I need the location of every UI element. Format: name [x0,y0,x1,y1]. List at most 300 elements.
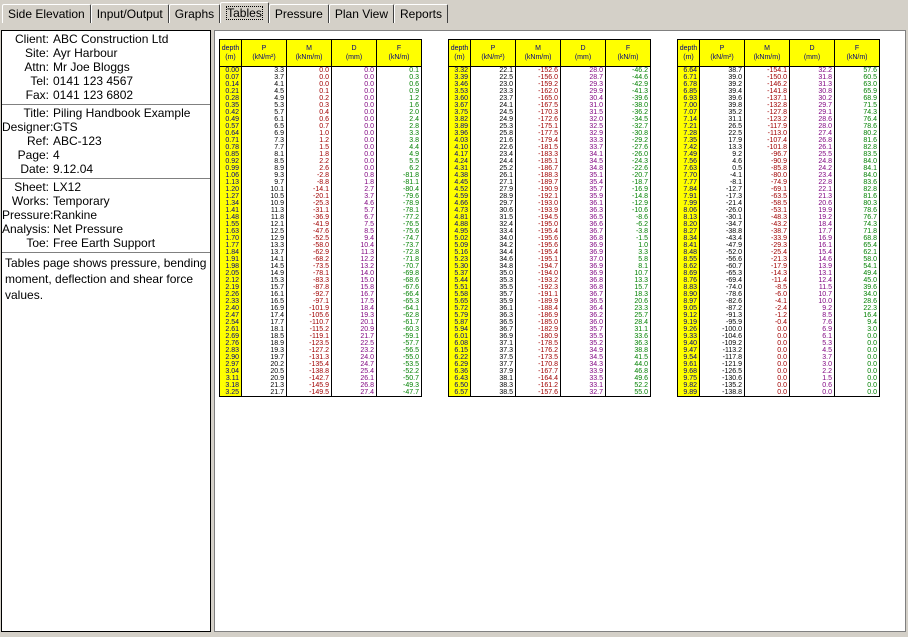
cell-p: 35.5 [471,284,516,291]
cell-m: -21.3 [745,256,790,263]
cell-d: 29.1 [790,109,835,116]
cell-p: 31.1 [700,116,745,123]
cell-f: 83.5 [835,151,880,158]
table-row [449,144,651,151]
tab-side-elevation[interactable] [2,4,91,23]
cell-d: 11.3 [332,249,377,256]
table-row [220,151,422,158]
cell-depth: 6.43 [449,375,471,382]
cell-m: -47.6 [287,228,332,235]
cell-f: -80.4 [377,186,422,193]
cell-f: -36.2 [606,109,651,116]
cell-d: 12.2 [332,256,377,263]
table-row [449,305,651,312]
cell-d: 29.3 [561,81,606,88]
cell-d: 15.8 [332,284,377,291]
cell-depth: 7.21 [678,123,700,130]
column-unit: (mm) [803,54,821,61]
table-row [449,165,651,172]
cell-m: -188.4 [516,305,561,312]
cell-p: 34.2 [471,242,516,249]
cell-f: -73.7 [377,242,422,249]
cell-depth: 6.08 [449,340,471,347]
cell-m: -68.2 [287,256,332,263]
cell-d: 22.8 [790,179,835,186]
cell-depth: 7.99 [678,200,700,207]
cell-f: 8.1 [606,263,651,270]
column-name: M [306,45,312,52]
table-row [678,389,880,397]
cell-d: 19.9 [790,207,835,214]
table-row [678,179,880,186]
tab-strip [2,1,448,23]
cell-depth: 0.42 [220,109,242,116]
cell-m: -25.3 [287,200,332,207]
table-row [220,88,422,95]
cell-f: 25.7 [606,312,651,319]
table-row [678,137,880,144]
cell-d: 32.0 [561,116,606,123]
cell-p: 20.9 [242,375,287,382]
table-row [678,88,880,95]
table-row [678,291,880,298]
cell-m: -178.5 [516,340,561,347]
cell-depth: 0.99 [220,165,242,172]
cell-f: 65.9 [835,88,880,95]
column-name: F [625,45,631,52]
cell-d: 16.1 [790,242,835,249]
cell-m: 1.0 [287,130,332,137]
cell-f: -3.8 [606,228,651,235]
tab-pressure[interactable] [269,4,329,23]
cell-m: 0.6 [287,116,332,123]
cell-depth: 7.35 [678,137,700,144]
cell-depth: 5.79 [449,312,471,319]
table-row [449,102,651,109]
table-row [449,291,651,298]
cell-p: 23.3 [471,88,516,95]
cell-m: -159.2 [516,81,561,88]
cell-depth: 3.11 [220,375,242,382]
table-row [449,158,651,165]
cell-m: -167.5 [516,102,561,109]
cell-p: 6.1 [242,116,287,123]
cell-depth: 8.62 [678,263,700,270]
table-row [678,207,880,214]
cell-m: -145.9 [287,382,332,389]
cell-m: 0.0 [287,67,332,75]
cell-f: 1.6 [377,102,422,109]
cell-f: 81.6 [835,193,880,200]
cell-depth: 4.45 [449,179,471,186]
column-header-d [790,40,835,67]
cell-f: -12.9 [606,200,651,207]
cell-d: 7.6 [790,319,835,326]
cell-depth: 0.71 [220,137,242,144]
tab-reports[interactable] [394,4,448,23]
cell-depth: 7.00 [678,102,700,109]
cell-f: 71.5 [835,102,880,109]
column-name: D [351,45,357,52]
table-row [220,298,422,305]
cell-m: -107.4 [745,137,790,144]
cell-m: -192.1 [516,193,561,200]
cell-p: 37.9 [471,368,516,375]
cell-d: 24.0 [332,354,377,361]
cell-m: -141.8 [745,88,790,95]
cell-d: 13.1 [790,270,835,277]
cell-f: 84.1 [835,165,880,172]
cell-m: -58.5 [745,200,790,207]
cell-depth: 3.25 [220,389,242,397]
cell-depth: 0.00 [220,67,242,75]
cell-f: 1.0 [606,242,651,249]
cell-f: -71.8 [377,256,422,263]
cell-f: 46.8 [606,368,651,375]
cell-d: 0.0 [332,158,377,165]
page-row [2,148,210,162]
pressure-row [2,208,210,222]
cell-depth: 9.40 [678,340,700,347]
table-row [220,172,422,179]
cell-d: 0.0 [332,130,377,137]
table-row [678,193,880,200]
cell-d: 10.0 [790,298,835,305]
cell-p: 38.5 [471,389,516,397]
cell-depth: 6.15 [449,347,471,354]
cell-f: 0.0 [835,361,880,368]
table-row [678,326,880,333]
cell-p: 15.3 [242,277,287,284]
cell-m: -135.4 [287,361,332,368]
table-row [678,382,880,389]
table-row [678,312,880,319]
cell-depth: 5.72 [449,305,471,312]
cell-f: 4.9 [377,151,422,158]
field-label: Toe: [26,236,49,250]
table-row [678,263,880,270]
cell-depth: 3.89 [449,123,471,130]
table-row [678,284,880,291]
cell-m: -181.5 [516,144,561,151]
cell-m: -127.8 [745,109,790,116]
table-row [678,200,880,207]
cell-m: -161.2 [516,382,561,389]
cell-f: 82.8 [835,186,880,193]
cell-m: -194.5 [516,214,561,221]
cell-f: 41.5 [606,354,651,361]
table-row [678,368,880,375]
tab-label: Tables [227,6,262,20]
cell-f: -24.3 [606,158,651,165]
cell-p: 38.1 [471,375,516,382]
cell-m: -1.2 [745,312,790,319]
cell-p: 22.1 [471,67,516,75]
cell-f: 74.3 [835,221,880,228]
site-row [2,46,210,60]
column-unit: (kN/m) [846,54,868,61]
cell-p: 10.5 [242,193,287,200]
cell-m: 2.2 [287,158,332,165]
cell-p: 4.6 [700,158,745,165]
cell-d: 0.0 [332,151,377,158]
site-value: Ayr Harbour [53,46,118,60]
cell-d: 34.9 [561,347,606,354]
cell-m: -78.1 [287,270,332,277]
tab-plan-view[interactable] [329,4,394,23]
column-unit: (m) [225,54,236,61]
cell-d: 17.5 [332,298,377,305]
cell-d: 28.6 [790,116,835,123]
cell-d: 0.0 [332,165,377,172]
cell-p: 37.3 [471,347,516,354]
cell-f: 10.7 [606,270,651,277]
cell-m: -41.9 [287,221,332,228]
table-row [678,130,880,137]
column-name: depth [679,45,698,52]
cell-depth: 1.91 [220,256,242,263]
cell-f: -39.6 [606,95,651,102]
field-label: Client: [14,32,49,46]
cell-d: 36.7 [561,291,606,298]
sheet-row [2,180,210,194]
cell-p: 34.8 [471,263,516,270]
cell-m: -156.0 [516,74,561,81]
column-unit: (kN/m) [617,54,639,61]
cell-p: 25.2 [471,165,516,172]
cell-d: 33.1 [561,382,606,389]
table-row [449,123,651,130]
cell-f: 57.6 [835,67,880,75]
cell-f: -78.1 [377,207,422,214]
cell-depth: 7.91 [678,193,700,200]
table-row [449,151,651,158]
cell-d: 33.9 [561,368,606,375]
cell-depth: 8.34 [678,235,700,242]
cell-f: 3.8 [377,137,422,144]
table-row [449,319,651,326]
cell-d: 36.5 [561,298,606,305]
sheet-value: LX12 [53,180,82,194]
cell-m: -69.1 [745,186,790,193]
cell-d: 27.4 [332,389,377,397]
cell-f: -38.0 [606,102,651,109]
cell-depth: 2.19 [220,284,242,291]
cell-depth: 9.75 [678,375,700,382]
cell-m: -101.8 [745,144,790,151]
cell-p: 12.9 [242,235,287,242]
cell-d: 0.0 [332,88,377,95]
cell-f: -66.4 [377,291,422,298]
cell-p: -56.6 [700,256,745,263]
cell-d: 0.0 [332,67,377,75]
client-value: ABC Construction Ltd [53,32,169,46]
cell-p: 38.3 [471,382,516,389]
field-label: Analysis: [2,222,51,236]
tab-tables[interactable] [220,2,269,23]
cell-p: 27.9 [471,186,516,193]
cell-d: 36.9 [561,242,606,249]
cell-m: -119.1 [287,333,332,340]
cell-depth: 8.41 [678,242,700,249]
cell-p: 35.7 [471,291,516,298]
cell-p: 15.7 [242,284,287,291]
cell-f: 52.2 [606,382,651,389]
cell-d: 27.4 [790,130,835,137]
cell-m: -152.6 [516,67,561,75]
cell-m: -149.5 [287,389,332,397]
column-name: depth [450,45,469,52]
cell-m: -2.8 [287,172,332,179]
cell-depth: 1.70 [220,235,242,242]
cell-p: 7.3 [242,137,287,144]
cell-f: 34.0 [835,291,880,298]
cell-depth: 4.38 [449,172,471,179]
cell-m: -170.3 [516,109,561,116]
table-row [220,312,422,319]
table-row [220,158,422,165]
cell-p: 21.3 [242,382,287,389]
cell-m: -194.0 [516,270,561,277]
cell-d: 31.3 [790,81,835,88]
cell-f: 5.5 [377,158,422,165]
column-header-m [516,40,561,67]
cell-m: -194.7 [516,263,561,270]
cell-p: -104.6 [700,333,745,340]
client-row [2,32,210,46]
designer-value: GTS [53,120,78,134]
table-row [220,95,422,102]
cell-p: 16.5 [242,298,287,305]
cell-depth: 3.04 [220,368,242,375]
cell-m: -173.5 [516,354,561,361]
cell-m: -150.0 [745,74,790,81]
cell-f: -27.6 [606,144,651,151]
table-row [220,109,422,116]
table-row [449,242,651,249]
cell-f: -50.7 [377,375,422,382]
cell-p: 6.5 [242,123,287,130]
cell-m: 0.0 [745,375,790,382]
cell-d: 35.5 [561,333,606,340]
cell-p: 19.7 [242,354,287,361]
cell-p: 22.5 [471,74,516,81]
table-row [449,200,651,207]
cell-d: 35.7 [561,326,606,333]
cell-m: -97.1 [287,298,332,305]
table-row [449,109,651,116]
cell-m: -186.7 [516,165,561,172]
table-row [449,382,651,389]
cell-d: 22.5 [332,340,377,347]
cell-d: 10.4 [332,242,377,249]
cell-m: -190.9 [516,186,561,193]
cell-depth: 8.13 [678,214,700,221]
cell-f: 78.6 [835,123,880,130]
cell-d: 0.0 [332,144,377,151]
cell-p: 11.3 [242,207,287,214]
cell-depth: 7.42 [678,144,700,151]
cell-p: -82.6 [700,298,745,305]
cell-d: 36.9 [561,263,606,270]
cell-depth: 4.10 [449,144,471,151]
cell-d: 36.4 [561,305,606,312]
cell-depth: 0.21 [220,88,242,95]
table-row [220,326,422,333]
results-tables-area[interactable] [214,30,906,632]
cell-f: 55.0 [606,389,651,397]
tab-input-output[interactable] [91,4,169,23]
table-row [449,116,651,123]
tab-graphs[interactable] [169,4,220,23]
cell-p: 25.3 [471,123,516,130]
cell-f: 68.9 [835,95,880,102]
cell-p: 13.3 [700,144,745,151]
cell-f: -65.3 [377,298,422,305]
cell-depth: 0.85 [220,151,242,158]
cell-f: 18.3 [606,291,651,298]
cell-m: -6.0 [745,291,790,298]
table-row [678,375,880,382]
cell-f: -57.7 [377,340,422,347]
column-header-p [700,40,745,67]
cell-p: 13.7 [242,249,287,256]
cell-m: -165.0 [516,95,561,102]
table-row [678,95,880,102]
cell-depth: 1.98 [220,263,242,270]
cell-m: -117.9 [745,123,790,130]
cell-p: -121.9 [700,361,745,368]
pressure-value: Rankine [53,208,98,222]
cell-d: 35.9 [561,193,606,200]
cell-d: 0.8 [332,172,377,179]
cell-d: 9.4 [332,235,377,242]
cell-p: -138.8 [700,389,745,397]
cell-m: -14.1 [287,186,332,193]
cell-p: 39.0 [700,74,745,81]
table-row [678,116,880,123]
tab-label: Pressure [274,7,323,21]
cell-p: 39.6 [700,95,745,102]
cell-depth: 6.29 [449,361,471,368]
cell-f: -20.7 [606,172,651,179]
cell-depth: 4.81 [449,214,471,221]
cell-m: -38.7 [745,228,790,235]
table-row [678,109,880,116]
table-row [449,256,651,263]
cell-depth: 0.14 [220,81,242,88]
cell-depth: 8.55 [678,256,700,263]
cell-depth: 2.61 [220,326,242,333]
works-row [2,194,210,208]
cell-m: -123.2 [745,116,790,123]
cell-m: 0.0 [745,333,790,340]
column-name: D [809,45,815,52]
cell-m: -195.4 [516,249,561,256]
cell-depth: 1.77 [220,242,242,249]
cell-d: 36.7 [561,228,606,235]
cell-p: -95.9 [700,319,745,326]
cell-depth: 9.54 [678,354,700,361]
cell-d: 17.7 [790,228,835,235]
field-label: Designer: [2,120,54,134]
toe-value: Free Earth Support [53,236,156,250]
cell-f: 60.5 [835,74,880,81]
column-header-depth [449,40,471,67]
column-unit: (mm) [574,54,592,61]
cell-p: -91.3 [700,312,745,319]
table-row [449,81,651,88]
